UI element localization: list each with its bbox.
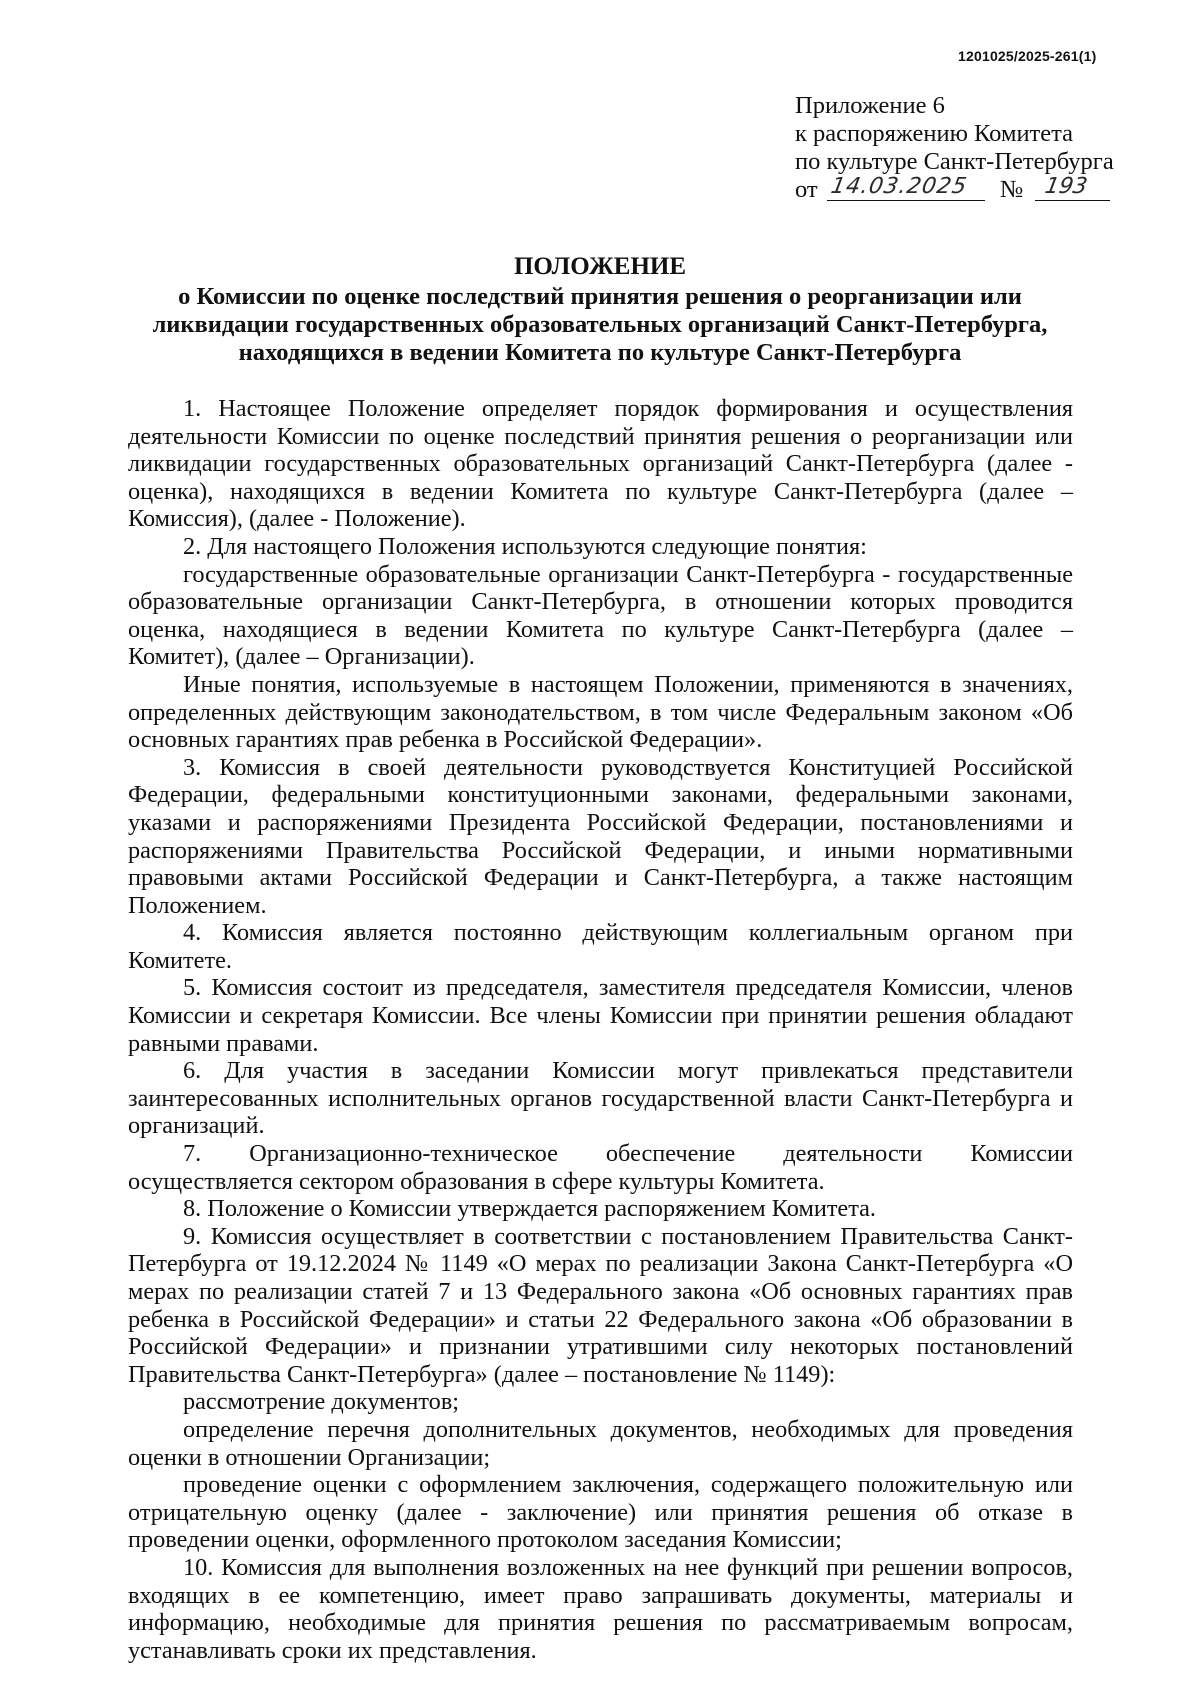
appendix-line-1: Приложение 6	[795, 92, 945, 119]
title-sub-3: находящихся в ведении Комитета по культуре Санкт-Петербурга	[238, 339, 962, 366]
paragraph-9-item-2: определение перечня дополнительных документов, необходимых для проведения оценки в отношении Организации;	[128, 1415, 1073, 1471]
handwritten-date: 14.03.2025	[828, 174, 970, 199]
appendix-header	[795, 92, 1114, 206]
appendix-line-3: по культуре Санкт-Петербурга	[795, 148, 1114, 175]
handwritten-number: 193	[1042, 174, 1090, 199]
paragraph-2-def: государственные образовательные организации Санкт-Петербурга - государственные образовательные организации Санкт-Петербурга, в отношении которых проводится оценка, находящиеся в ведении Комитета по культуре Санкт-Петербурга (далее – Комитет), (далее – Организации).	[128, 560, 1073, 671]
title-main: ПОЛОЖЕНИЕ	[513, 253, 687, 280]
paragraph-10: 10. Комиссия для выполнения возложенных на нее функций при решении вопросов, входящих в ее компетенцию, имеет право запрашивать документы, материалы и информацию, необходимые для принятия решения по рассматриваемым вопросам, устанавливать сроки их представления.	[128, 1553, 1073, 1664]
paragraph-8: 8. Положение о Комиссии утверждается распоряжением Комитета.	[183, 1195, 876, 1223]
paragraph-2: 2. Для настоящего Положения используются следующие понятия:	[183, 532, 867, 560]
document-body	[128, 395, 1073, 1664]
paragraph-1: 1. Настоящее Положение определяет порядок формирования и осуществления деятельности Комиссии по оценке последствий принятия решения о реорганизации или ликвидации государственных образовательных организаций Санкт-Петербурга (далее - оценка), находящихся в ведении Комитета по культуре Санкт-Петербурга (далее – Комиссия), (далее - Положение).	[128, 395, 1073, 533]
paragraph-4: 4. Комиссия является постоянно действующим коллегиальным органом при Комитете.	[128, 919, 1073, 974]
title-sub-1: о Комиссии по оценке последствий принятия решения о реорганизации или	[178, 283, 1022, 310]
document-id: 1201025/2025-261(1)	[958, 48, 1097, 64]
paragraph-5: 5. Комиссия состоит из председателя, заместителя председателя Комиссии, членов Комиссии и секретаря Комиссии. Все члены Комиссии при принятии решения обладают равными правами.	[128, 974, 1073, 1057]
paragraph-2-other: Иные понятия, используемые в настоящем Положении, применяются в значениях, определенных действующим законодательством, в том числе Федеральным законом «Об основных гарантиях прав ребенка в Российской Федерации».	[128, 670, 1073, 754]
title-sub-2: ликвидации государственных образовательных организаций Санкт-Петербурга,	[152, 311, 1048, 338]
appendix-date-row	[795, 176, 1114, 206]
appendix-line-2: к распоряжению Комитета	[795, 120, 1074, 147]
paragraph-9: 9. Комиссия осуществляет в соответствии с постановлением Правительства Санкт-Петербурга от 19.12.2024 № 1149 «О мерах по реализации Закона Санкт-Петербурга «О мерах по реализации статей 7 и 13 Федерального закона «Об основных гарантиях прав ребенка в Российской Федерации» и статьи 22 Федерального закона «Об образовании в Российской Федерации» и признании утратившими силу некоторых постановлений Правительства Санкт-Петербурга» (далее – постановление № 1149):	[128, 1222, 1073, 1388]
document-title	[120, 253, 1080, 367]
paragraph-3: 3. Комиссия в своей деятельности руководствуется Конституцией Российской Федерации, федеральными конституционными законами, федеральными законами, указами и распоряжениями Президента Российской Федерации, постановлениями и распоряжениями Правительства Российской Федерации, и иными нормативными правовыми актами Российской Федерации и Санкт-Петербурга, а также настоящим Положением.	[128, 753, 1073, 919]
paragraph-9-item-1: рассмотрение документов;	[183, 1388, 460, 1416]
number-label: №	[1000, 176, 1024, 203]
paragraph-9-item-3: проведение оценки с оформлением заключения, содержащего положительную или отрицательную оценку (далее - заключение) или принятия решения об отказе в проведении оценки, оформленного протоколом заседания Комиссии;	[128, 1471, 1073, 1554]
from-label: от	[795, 176, 818, 203]
paragraph-7: 7. Организационно-техническое обеспечение деятельности Комиссии осуществляется сектором образования в сфере культуры Комитета.	[128, 1140, 1073, 1195]
paragraph-6: 6. Для участия в заседании Комиссии могут привлекаться представители заинтересованных исполнительных органов государственной власти Санкт-Петербурга и организаций.	[128, 1057, 1073, 1140]
